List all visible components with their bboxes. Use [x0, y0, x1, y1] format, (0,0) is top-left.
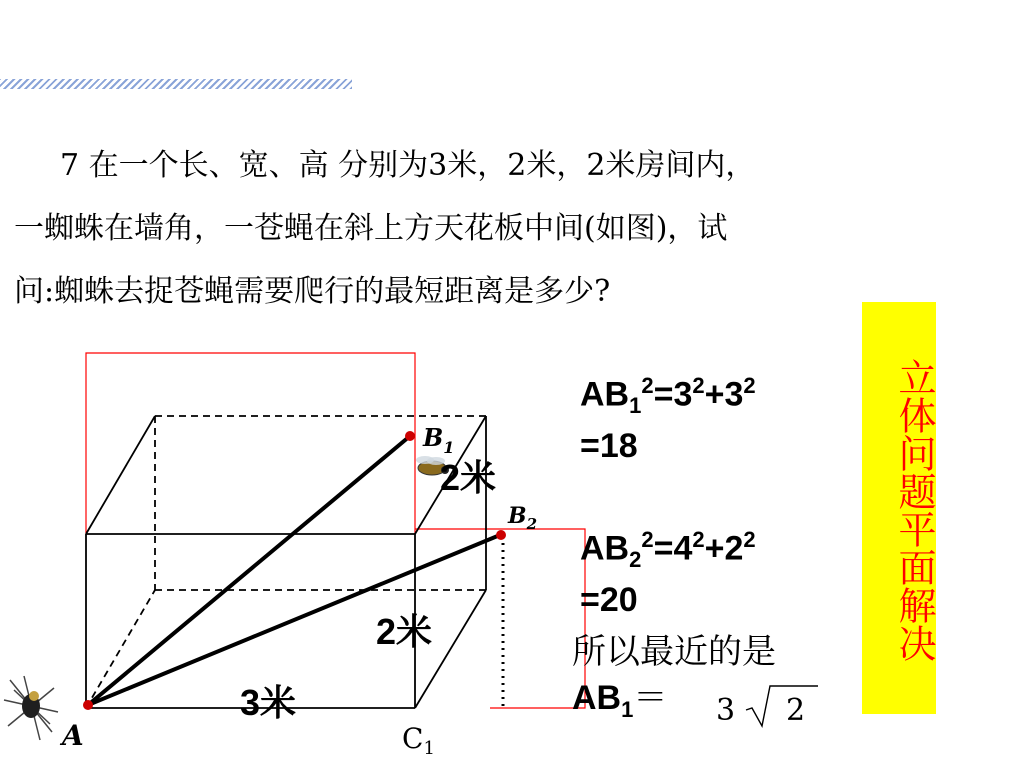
answer-radicand: 2	[786, 693, 806, 728]
conclusion-text: 所以最近的是	[572, 632, 776, 672]
unfold-side-face	[415, 529, 585, 708]
label-C1: $C_1$	[402, 722, 435, 759]
unfolded-faces	[86, 353, 585, 708]
method-note-text: 立体问题平面解决	[892, 358, 936, 662]
method-note-box	[862, 302, 936, 714]
answer-coefficient: 3	[716, 693, 736, 728]
unfold-top-face	[86, 353, 415, 534]
equation-ab2: $AB_2^2=4^2+2^2$ =20	[580, 527, 756, 620]
label-B1: $B_1$	[423, 423, 455, 457]
answer-equals: ＝	[633, 679, 668, 717]
dim-length-label: 3米	[240, 682, 297, 723]
problem-line-3: 问:蜘蛛去捉苍蝇需要爬行的最短距离是多少?	[14, 274, 611, 309]
answer-line: $AB_1=$	[572, 679, 668, 722]
equation-ab1: $AB_1^2=3^2+3^2$ =18	[580, 373, 756, 466]
path-A-B1	[88, 436, 410, 705]
point-B1	[405, 431, 415, 441]
dim-height-label: 2米	[440, 457, 497, 498]
spider-icon	[4, 676, 58, 740]
problem-line-2: 一蜘蛛在墙角，一苍蝇在斜上方天花板中间(如图)，试	[14, 211, 728, 246]
dim-width-label: 2米	[376, 611, 433, 652]
label-B2: $B_2$	[508, 503, 538, 533]
path-A-B2	[88, 535, 500, 705]
label-A: A	[62, 719, 84, 752]
point-A	[83, 700, 93, 710]
equation-ab1-result: =18	[580, 427, 638, 466]
point-B2	[496, 530, 506, 540]
answer-radical	[712, 678, 822, 728]
paths	[88, 436, 500, 705]
equation-ab2-result: =20	[580, 581, 638, 620]
problem-line-1: 7 在一个长、宽、高 分别为3米，2米，2米房间内，	[60, 148, 756, 183]
edge-top-left-depth	[86, 416, 155, 534]
